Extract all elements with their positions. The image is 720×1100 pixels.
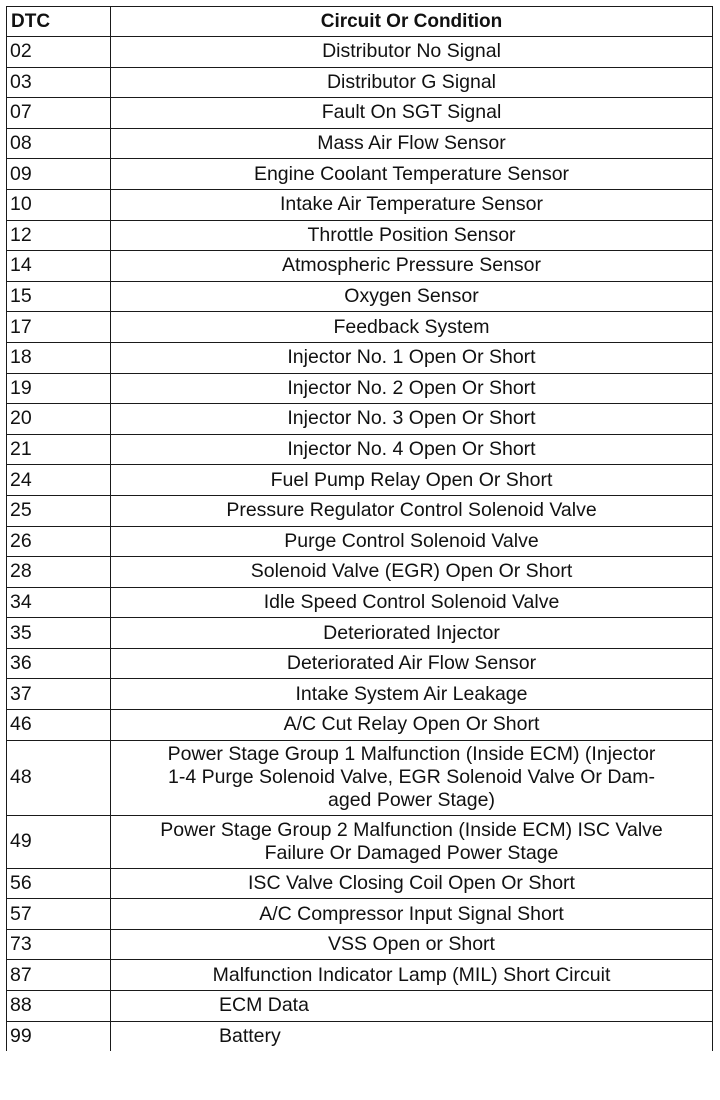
table-row <box>7 557 713 588</box>
condition-text: Purge Control Solenoid Valve <box>111 526 713 557</box>
header-dtc: DTC <box>7 7 111 37</box>
dtc-code: 07 <box>7 98 111 129</box>
dtc-code: 87 <box>7 960 111 991</box>
table-row <box>7 67 713 98</box>
table-row <box>7 587 713 618</box>
dtc-code: 09 <box>7 159 111 190</box>
condition-text: Pressure Regulator Control Solenoid Valve <box>111 495 713 526</box>
table-row <box>7 189 713 220</box>
dtc-code: 99 <box>7 1021 111 1051</box>
table-row <box>7 373 713 404</box>
condition-text: Engine Coolant Temperature Sensor <box>111 159 713 190</box>
dtc-code: 20 <box>7 404 111 435</box>
dtc-code: 37 <box>7 679 111 710</box>
dtc-code: 12 <box>7 220 111 251</box>
dtc-code: 02 <box>7 37 111 68</box>
dtc-code: 21 <box>7 434 111 465</box>
table-row <box>7 929 713 960</box>
condition-line: aged Power Stage) <box>328 789 495 812</box>
table-row <box>7 899 713 930</box>
table-row <box>7 710 713 741</box>
condition-text: Injector No. 3 Open Or Short <box>111 404 713 435</box>
dtc-code: 10 <box>7 189 111 220</box>
condition-text: Deteriorated Air Flow Sensor <box>111 648 713 679</box>
table-row <box>7 740 713 815</box>
condition-text: Deteriorated Injector <box>111 618 713 649</box>
condition-text <box>111 815 713 868</box>
condition-text: Atmospheric Pressure Sensor <box>111 251 713 282</box>
condition-text: Fault On SGT Signal <box>111 98 713 129</box>
condition-line: Power Stage Group 2 Malfunction (Inside ECM) ISC Valve <box>160 818 663 841</box>
header-condition: Circuit Or Condition <box>111 7 713 37</box>
condition-text: Fuel Pump Relay Open Or Short <box>111 465 713 496</box>
condition-text: Distributor No Signal <box>111 37 713 68</box>
dtc-code: 15 <box>7 281 111 312</box>
table-row <box>7 98 713 129</box>
dtc-code: 49 <box>7 815 111 868</box>
dtc-code: 46 <box>7 710 111 741</box>
table-row <box>7 526 713 557</box>
table-row <box>7 618 713 649</box>
table-row <box>7 37 713 68</box>
dtc-document <box>6 6 712 1051</box>
table-row <box>7 495 713 526</box>
condition-text: A/C Cut Relay Open Or Short <box>111 710 713 741</box>
table-row <box>7 1021 713 1051</box>
condition-text: Feedback System <box>111 312 713 343</box>
table-row <box>7 281 713 312</box>
condition-text: ECM Data <box>111 991 713 1022</box>
condition-text: Intake System Air Leakage <box>111 679 713 710</box>
table-row <box>7 128 713 159</box>
condition-text: Idle Speed Control Solenoid Valve <box>111 587 713 618</box>
condition-text: Injector No. 4 Open Or Short <box>111 434 713 465</box>
condition-line: Power Stage Group 1 Malfunction (Inside ECM) (Injector <box>167 743 656 766</box>
condition-text: Injector No. 1 Open Or Short <box>111 342 713 373</box>
dtc-code: 36 <box>7 648 111 679</box>
header-row <box>7 7 713 37</box>
dtc-code: 73 <box>7 929 111 960</box>
condition-text: Malfunction Indicator Lamp (MIL) Short Circuit <box>111 960 713 991</box>
table-row <box>7 679 713 710</box>
condition-text: VSS Open or Short <box>111 929 713 960</box>
table-row <box>7 251 713 282</box>
table-row <box>7 868 713 899</box>
table-row <box>7 648 713 679</box>
table-row <box>7 991 713 1022</box>
condition-text: ISC Valve Closing Coil Open Or Short <box>111 868 713 899</box>
table-row <box>7 815 713 868</box>
table-row <box>7 960 713 991</box>
table-row <box>7 159 713 190</box>
dtc-code: 26 <box>7 526 111 557</box>
table-row <box>7 220 713 251</box>
dtc-code: 25 <box>7 495 111 526</box>
table-row <box>7 434 713 465</box>
dtc-code: 35 <box>7 618 111 649</box>
dtc-code: 03 <box>7 67 111 98</box>
dtc-code: 19 <box>7 373 111 404</box>
condition-text: Solenoid Valve (EGR) Open Or Short <box>111 557 713 588</box>
dtc-code: 48 <box>7 740 111 815</box>
condition-line: Failure Or Damaged Power Stage <box>264 841 559 864</box>
condition-text: Intake Air Temperature Sensor <box>111 189 713 220</box>
table-row <box>7 465 713 496</box>
table-row <box>7 312 713 343</box>
condition-text: Injector No. 2 Open Or Short <box>111 373 713 404</box>
dtc-code: 18 <box>7 342 111 373</box>
condition-text: Oxygen Sensor <box>111 281 713 312</box>
dtc-code: 34 <box>7 587 111 618</box>
dtc-code: 88 <box>7 991 111 1022</box>
table-row <box>7 404 713 435</box>
condition-text: Distributor G Signal <box>111 67 713 98</box>
dtc-code: 56 <box>7 868 111 899</box>
condition-text <box>111 740 713 815</box>
condition-text: Throttle Position Sensor <box>111 220 713 251</box>
condition-text: Battery <box>111 1021 713 1051</box>
dtc-code: 08 <box>7 128 111 159</box>
dtc-code: 17 <box>7 312 111 343</box>
dtc-code: 14 <box>7 251 111 282</box>
condition-text: Mass Air Flow Sensor <box>111 128 713 159</box>
dtc-code: 24 <box>7 465 111 496</box>
condition-line: 1-4 Purge Solenoid Valve, EGR Solenoid Valve Or Dam- <box>167 766 655 789</box>
table-row <box>7 342 713 373</box>
dtc-code: 28 <box>7 557 111 588</box>
dtc-table <box>6 6 713 1051</box>
condition-text: A/C Compressor Input Signal Short <box>111 899 713 930</box>
dtc-code: 57 <box>7 899 111 930</box>
